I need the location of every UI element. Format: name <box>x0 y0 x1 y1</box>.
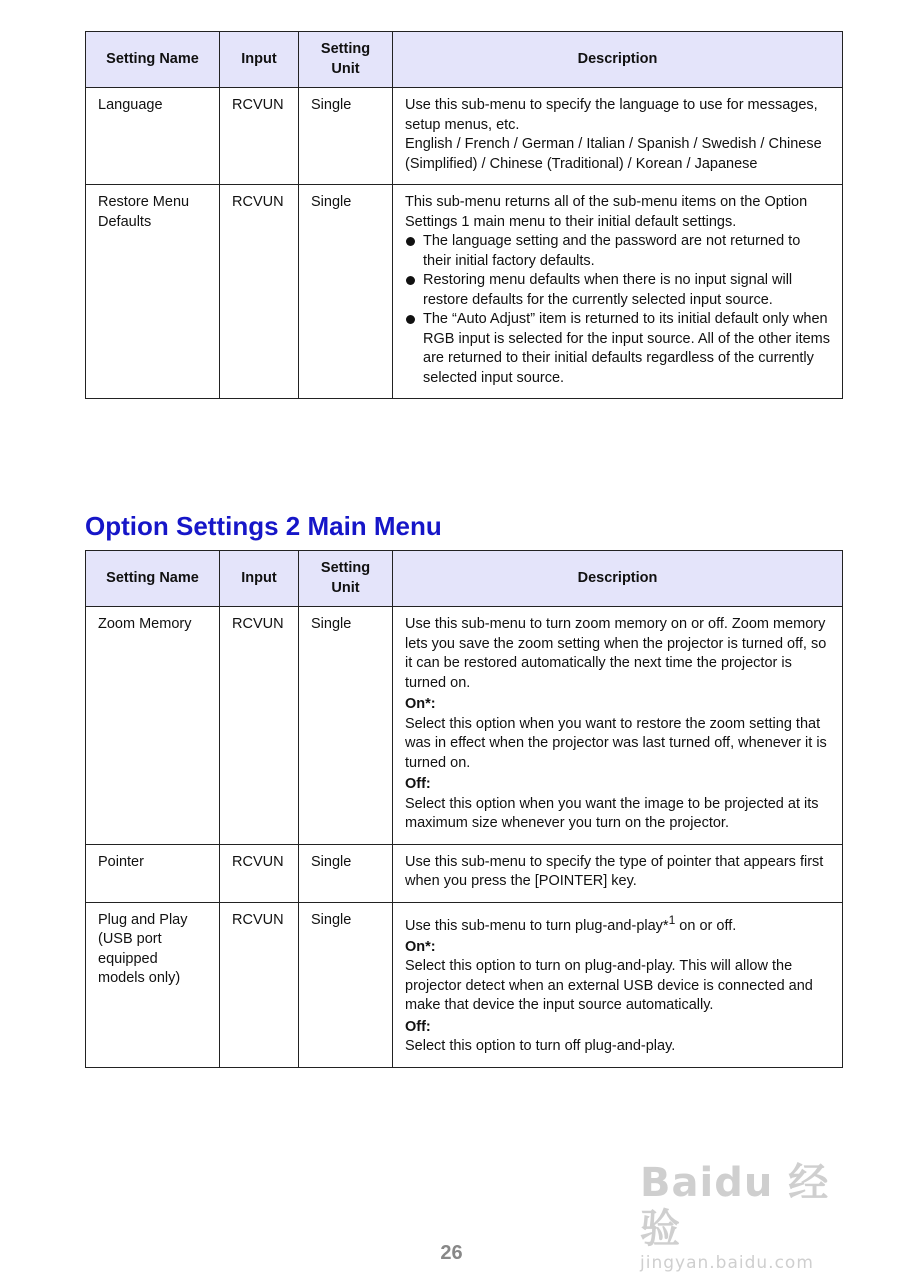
on-option-text: Select this option when you want to restore the zoom setting that was in effect when the projector was last turned off, whenever it is turned on. <box>405 715 827 771</box>
setting-name: Zoom Memory <box>86 607 220 845</box>
setting-description <box>393 185 843 399</box>
setting-unit: Single <box>299 185 393 399</box>
header-setting-name: Setting Name <box>86 32 220 88</box>
bullet-item: The “Auto Adjust” item is returned to its initial default only when RGB input is selected for the input source. All of the other items are returned to their initial defaults regardless of the currently selected input source. <box>405 310 830 388</box>
header-description: Description <box>393 551 843 607</box>
watermark-url: jingyan.baidu.com <box>640 1253 814 1273</box>
language-options: English / French / German / Italian / Spanish / Swedish / Chinese (Simplified) / Chinese (Traditional) / Korean / Japanese <box>405 136 822 172</box>
header-setting-unit: Setting Unit <box>299 32 393 88</box>
setting-unit: Single <box>299 902 393 1067</box>
on-option-text: Select this option to turn on plug-and-play. This will allow the projector detect when an external USB device is connected and make that device the input source automatically. <box>405 958 813 1014</box>
table-row-plug-and-play <box>86 902 843 1067</box>
on-option-label: On*: <box>405 696 436 712</box>
footnote-marker: 1 <box>668 912 676 927</box>
header-input: Input <box>220 32 299 88</box>
setting-input: RCVUN <box>220 607 299 845</box>
setting-description <box>393 88 843 185</box>
description-text: Use this sub-menu to specify the language to use for messages, setup menus, etc. <box>405 97 818 133</box>
setting-unit: Single <box>299 844 393 902</box>
header-setting-name: Setting Name <box>86 551 220 607</box>
on-option-label: On*: <box>405 938 436 955</box>
off-option-text: Select this option when you want the image to be projected at its maximum size whenever you turn on the projector. <box>405 795 819 831</box>
table-row-restore-menu-defaults <box>86 185 843 399</box>
table-row-zoom-memory <box>86 607 843 845</box>
description-text-start: Use this sub-menu to turn plug-and-play* <box>405 917 669 934</box>
table-row-pointer <box>86 844 843 902</box>
setting-description <box>393 607 843 845</box>
page-number: 26 <box>440 1242 463 1264</box>
setting-input: RCVUN <box>220 185 299 399</box>
setting-unit: Single <box>299 88 393 185</box>
option-settings-2-table <box>85 550 843 1068</box>
description-text-end: on or off. <box>675 917 737 934</box>
setting-description <box>393 844 843 902</box>
option-settings-1-table <box>85 31 843 399</box>
setting-name: Language <box>86 88 220 185</box>
description-text: This sub-menu returns all of the sub-menu items on the Option Settings 1 main menu to their initial default settings. <box>405 194 808 230</box>
bullet-item: The language setting and the password are not returned to their initial factory defaults. <box>405 232 830 271</box>
description-text <box>405 911 830 936</box>
off-option-text: Select this option to turn off plug-and-play. <box>405 1038 676 1055</box>
watermark-logo: Baidu 经验 <box>640 1160 830 1252</box>
header-setting-unit: Setting Unit <box>299 551 393 607</box>
setting-input: RCVUN <box>220 844 299 902</box>
setting-input: RCVUN <box>220 902 299 1067</box>
bullet-item: Restoring menu defaults when there is no input signal will restore defaults for the currently selected input source. <box>405 271 830 310</box>
table-row-language <box>86 88 843 185</box>
section-title: Option Settings 2 Main Menu <box>85 511 442 541</box>
table-header-row <box>86 551 843 607</box>
setting-name: Pointer <box>86 844 220 902</box>
setting-input: RCVUN <box>220 88 299 185</box>
off-option-label: Off: <box>405 1018 431 1035</box>
setting-name: Plug and Play (USB port equipped models only) <box>86 902 220 1067</box>
off-option-label: Off: <box>405 776 431 792</box>
table-header-row <box>86 32 843 88</box>
header-description: Description <box>393 32 843 88</box>
description-text: Use this sub-menu to turn zoom memory on or off. Zoom memory lets you save the zoom setting when the projector is turned off, so it can be restored automatically the next time the projector is turned on. <box>405 616 827 691</box>
description-text: Use this sub-menu to specify the type of pointer that appears first when you press the [POINTER] key. <box>405 853 824 889</box>
setting-description <box>393 902 843 1067</box>
bullet-list <box>405 232 830 388</box>
setting-name: Restore Menu Defaults <box>86 185 220 399</box>
setting-unit: Single <box>299 607 393 845</box>
header-input: Input <box>220 551 299 607</box>
